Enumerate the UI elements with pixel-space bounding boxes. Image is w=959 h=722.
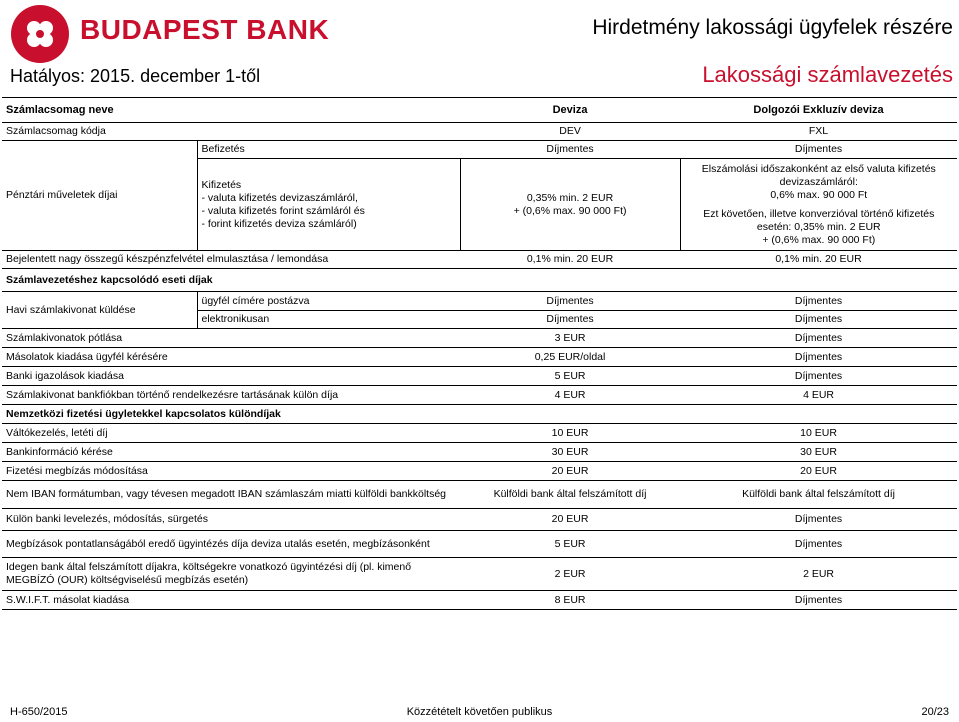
bejelentett-label: Bejelentett nagy összegű készpénzfelvétel elmulasztása / lemondása bbox=[6, 253, 329, 265]
table-row bbox=[2, 123, 957, 141]
iban-dev: Külföldi bank által felszámított díj bbox=[493, 488, 647, 500]
brand-name: BUDAPEST BANK bbox=[80, 14, 330, 45]
header-deviza: Deviza bbox=[552, 103, 588, 116]
table-row bbox=[2, 481, 957, 509]
footer-reference: H-650/2015 bbox=[10, 706, 68, 718]
table-row bbox=[2, 591, 957, 610]
kifizetes-fxl-line: + (0,6% max. 90 000 Ft) bbox=[762, 233, 876, 246]
eseti-header: Számlavezetéshez kapcsolódó eseti díjak bbox=[6, 273, 213, 286]
code-label: Számlacsomag kódja bbox=[6, 125, 106, 137]
table-row bbox=[2, 367, 957, 386]
iban-label: Nem IBAN formátumban, vagy tévesen megadott IBAN számlaszám miatti külföldi bankköltség bbox=[6, 488, 447, 500]
kifizetes-line: - forint kifizetés deviza számláról) bbox=[201, 217, 357, 230]
kifizetes-label bbox=[197, 159, 460, 251]
masolat-label: Másolatok kiadása ügyfél kérésére bbox=[6, 350, 168, 363]
section-title: Lakossági számlavezetés bbox=[702, 62, 953, 87]
kifizetes-dev bbox=[460, 159, 680, 251]
kifizetes-line: - valuta kifizetés forint számláról és bbox=[201, 204, 365, 217]
fizetesi-dev: 20 EUR bbox=[551, 464, 589, 477]
kifizetes-line: Kifizetés bbox=[201, 178, 242, 191]
befizetes-fxl: Díjmentes bbox=[680, 141, 957, 159]
kifizetes-fxl-line: Elszámolási időszakonként az első valuta kifizetés bbox=[701, 162, 936, 175]
masolat-fxl: Díjmentes bbox=[794, 350, 843, 363]
table-row bbox=[2, 558, 957, 591]
potlas-fxl: Díjmentes bbox=[794, 331, 843, 344]
postazva-fxl: Díjmentes bbox=[680, 292, 957, 311]
kifizetes-line: - valuta kifizetés devizaszámláról, bbox=[201, 191, 358, 204]
potlas-dev: 3 EUR bbox=[554, 331, 586, 344]
bank-logo-icon bbox=[10, 4, 70, 64]
pontatlan-fxl: Díjmentes bbox=[794, 537, 843, 550]
bejelentett-fxl: 0,1% min. 20 EUR bbox=[775, 253, 862, 265]
header-package-name: Számlacsomag neve bbox=[6, 103, 114, 116]
befizetes-dev: Díjmentes bbox=[460, 141, 680, 159]
kifizetes-fxl bbox=[680, 159, 957, 251]
masolat-dev: 0,25 EUR/oldal bbox=[534, 350, 606, 363]
postazva-dev: Díjmentes bbox=[460, 292, 680, 311]
nemzetkozi-header: Nemzetközi fizetési ügyletekkel kapcsolatos különdíjak bbox=[6, 407, 281, 420]
pontatlan-dev: 5 EUR bbox=[554, 537, 586, 550]
idegen-label bbox=[2, 558, 460, 591]
section-header-row bbox=[2, 269, 957, 292]
swift-label: S.W.I.F.T. másolat kiadása bbox=[6, 593, 130, 606]
bankfiok-label: Számlakivonat bankfiókban történő rendelkezésre tartásának külön díja bbox=[6, 388, 339, 401]
footer-classification: Közzétételt követően publikus bbox=[406, 706, 553, 718]
valto-fxl: 10 EUR bbox=[800, 426, 837, 439]
elektronikus-dev: Díjmentes bbox=[460, 311, 680, 329]
elektronikus-label: elektronikusan bbox=[197, 311, 460, 329]
valto-dev: 10 EUR bbox=[551, 426, 589, 439]
kulon-fxl: Díjmentes bbox=[794, 513, 843, 525]
penztari-label: Pénztári műveletek díjai bbox=[2, 141, 197, 251]
table-row bbox=[2, 348, 957, 367]
table-row bbox=[2, 251, 957, 269]
befizetes-label: Befizetés bbox=[197, 141, 460, 159]
kulon-label: Külön banki levelezés, módosítás, sürgetés bbox=[6, 513, 208, 525]
idegen-dev: 2 EUR bbox=[554, 567, 586, 580]
kifizetes-fxl-line: Ezt követően, illetve konverzióval történő kifizetés bbox=[703, 207, 935, 220]
table-row bbox=[2, 462, 957, 481]
section-header-row bbox=[2, 405, 957, 424]
potlas-label: Számlakivonatok pótlása bbox=[6, 331, 123, 344]
code-fxl: FXL bbox=[808, 125, 829, 137]
fee-table bbox=[2, 97, 957, 610]
kifizetes-fxl-line: 0,6% max. 90 000 Ft bbox=[770, 188, 868, 201]
idegen-fxl: 2 EUR bbox=[803, 567, 834, 580]
fizetesi-label: Fizetési megbízás módosítása bbox=[6, 464, 148, 477]
table-header-row bbox=[2, 98, 957, 123]
bankfiok-fxl: 4 EUR bbox=[803, 388, 834, 401]
table-row bbox=[2, 329, 957, 348]
igazolas-dev: 5 EUR bbox=[554, 369, 586, 382]
swift-dev: 8 EUR bbox=[554, 593, 586, 606]
kifizetes-fxl-line: devizaszámláról: bbox=[779, 175, 858, 188]
bankinfo-label: Bankinformáció kérése bbox=[6, 445, 113, 458]
kifizetes-dev-line: + (0,6% max. 90 000 Ft) bbox=[513, 204, 627, 217]
bejelentett-dev: 0,1% min. 20 EUR bbox=[526, 253, 614, 265]
bankinfo-fxl: 30 EUR bbox=[800, 445, 837, 458]
iban-fxl: Külföldi bank által felszámított díj bbox=[742, 488, 895, 500]
table-row bbox=[2, 141, 957, 159]
footer-page-number: 20/23 bbox=[921, 706, 949, 718]
igazolas-fxl: Díjmentes bbox=[794, 369, 843, 382]
table-row bbox=[2, 386, 957, 405]
valto-label: Váltókezelés, letéti díj bbox=[6, 426, 108, 439]
pontatlan-label: Megbízások pontatlanságából eredő ügyintézés díja deviza utalás esetén, megbízásonként bbox=[6, 537, 430, 550]
postazva-label: ügyfél címére postázva bbox=[197, 292, 460, 311]
table-row bbox=[2, 531, 957, 558]
igazolas-label: Banki igazolások kiadása bbox=[6, 369, 124, 382]
kifizetes-fxl-line: esetén: 0,35% min. 2 EUR bbox=[756, 220, 881, 233]
table-row bbox=[2, 292, 957, 311]
table-row bbox=[2, 509, 957, 531]
havi-label: Havi számlakivonat küldése bbox=[2, 292, 197, 329]
code-dev: DEV bbox=[559, 125, 581, 137]
kifizetes-dev-line: 0,35% min. 2 EUR bbox=[526, 191, 614, 204]
idegen-line: MEGBÍZÓ (OUR) költségviselésű megbízás esetén) bbox=[6, 574, 249, 586]
table-row bbox=[2, 443, 957, 462]
bankfiok-dev: 4 EUR bbox=[554, 388, 586, 401]
fizetesi-fxl: 20 EUR bbox=[800, 464, 837, 477]
bankinfo-dev: 30 EUR bbox=[551, 445, 589, 458]
swift-fxl: Díjmentes bbox=[794, 593, 843, 606]
elektronikus-fxl: Díjmentes bbox=[680, 311, 957, 329]
document-title: Hirdetmény lakossági ügyfelek részére bbox=[592, 16, 953, 39]
table-row bbox=[2, 424, 957, 443]
idegen-line: Idegen bank által felszámított díjakra, költségekre vonatkozó ügyintézési díj (pl. kimenő bbox=[6, 561, 412, 573]
kulon-dev: 20 EUR bbox=[551, 513, 589, 525]
header-exkluziv: Dolgozói Exkluzív deviza bbox=[753, 103, 884, 116]
valid-from: Hatályos: 2015. december 1-től bbox=[10, 66, 261, 86]
